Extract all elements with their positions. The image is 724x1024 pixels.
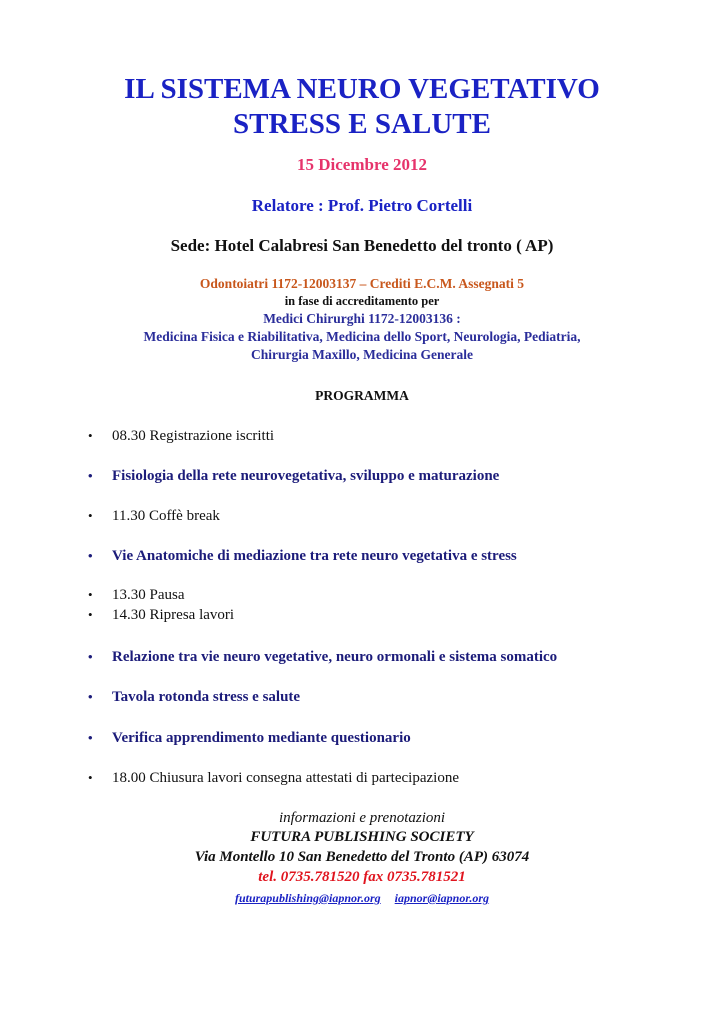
bullet-icon: • [88, 770, 93, 785]
bullet-icon: • [88, 548, 93, 563]
email-link-futura[interactable]: futurapublishing@iapnor.org [234, 891, 381, 905]
program-item-text: 18.00 Chiusura lavori consegna attestati di partecipazione [112, 770, 459, 786]
title-line-2: STRESS E SALUTE [233, 108, 491, 140]
event-date: 15 Dicembre 2012 [297, 155, 427, 174]
bullet-icon: • [88, 468, 93, 483]
program-item-text: Verifica apprendimento mediante questionario [112, 730, 411, 746]
contact-intro: informazioni e prenotazioni [278, 810, 446, 826]
program-item-text: Fisiologia della rete neurovegetativa, sviluppo e maturazione [112, 468, 500, 484]
bullet-icon: • [88, 730, 93, 745]
bullet-icon: • [88, 607, 93, 622]
program-item [88, 689, 300, 706]
program-item [88, 730, 411, 747]
program-item [88, 649, 557, 666]
program-item-text: Tavola rotonda stress e salute [112, 689, 301, 705]
venue: Sede: Hotel Calabresi San Benedetto del tronto ( AP) [170, 236, 554, 255]
program-item [88, 587, 185, 604]
bullet-icon: • [88, 428, 93, 443]
program-item [88, 508, 220, 525]
accreditation-specialties-line-1: Medicina Fisica e Riabilitativa, Medicina dello Sport, Neurologia, Pediatria, [143, 329, 581, 344]
accreditation-surgeons: Medici Chirurghi 1172-12003136 : [263, 311, 461, 326]
program-item-text: Vie Anatomiche di mediazione tra rete neuro vegetativa e stress [112, 548, 517, 564]
program-heading: PROGRAMMA [315, 388, 409, 403]
program-item [88, 770, 459, 787]
contact-phones: tel. 0735.781520 fax 0735.781521 [258, 869, 466, 885]
accreditation-dentists: Odontoiatri 1172-12003137 – Crediti E.C.M. Assegnati 5 [199, 276, 525, 291]
bullet-icon: • [88, 689, 93, 704]
speaker: Relatore : Prof. Pietro Cortelli [251, 196, 473, 215]
email-link-iapnor[interactable]: iapnor@iapnor.org [394, 891, 490, 905]
program-item-text: 11.30 Coffè break [112, 508, 220, 524]
contact-emails [0, 891, 724, 906]
contact-address: Via Montello 10 San Benedetto del Tronto (AP) 63074 [194, 849, 530, 865]
program-item [88, 428, 274, 445]
bullet-icon: • [88, 649, 93, 664]
program-item-text: 08.30 Registrazione iscritti [112, 428, 275, 444]
accreditation-pending: in fase di accreditamento per [284, 294, 440, 308]
program-item-text: 13.30 Pausa [112, 587, 185, 603]
contact-company: FUTURA PUBLISHING SOCIETY [250, 829, 474, 845]
bullet-icon: • [88, 587, 93, 602]
accreditation-specialties-line-2: Chirurgia Maxillo, Medicina Generale [251, 347, 473, 362]
title-line-1: IL SISTEMA NEURO VEGETATIVO [124, 73, 600, 105]
program-item [88, 548, 517, 565]
program-item-text: Relazione tra vie neuro vegetative, neuro ormonali e sistema somatico [112, 649, 558, 665]
program-item [88, 607, 234, 624]
program-item-text: 14.30 Ripresa lavori [112, 607, 235, 623]
bullet-icon: • [88, 508, 93, 523]
program-item [88, 468, 499, 485]
